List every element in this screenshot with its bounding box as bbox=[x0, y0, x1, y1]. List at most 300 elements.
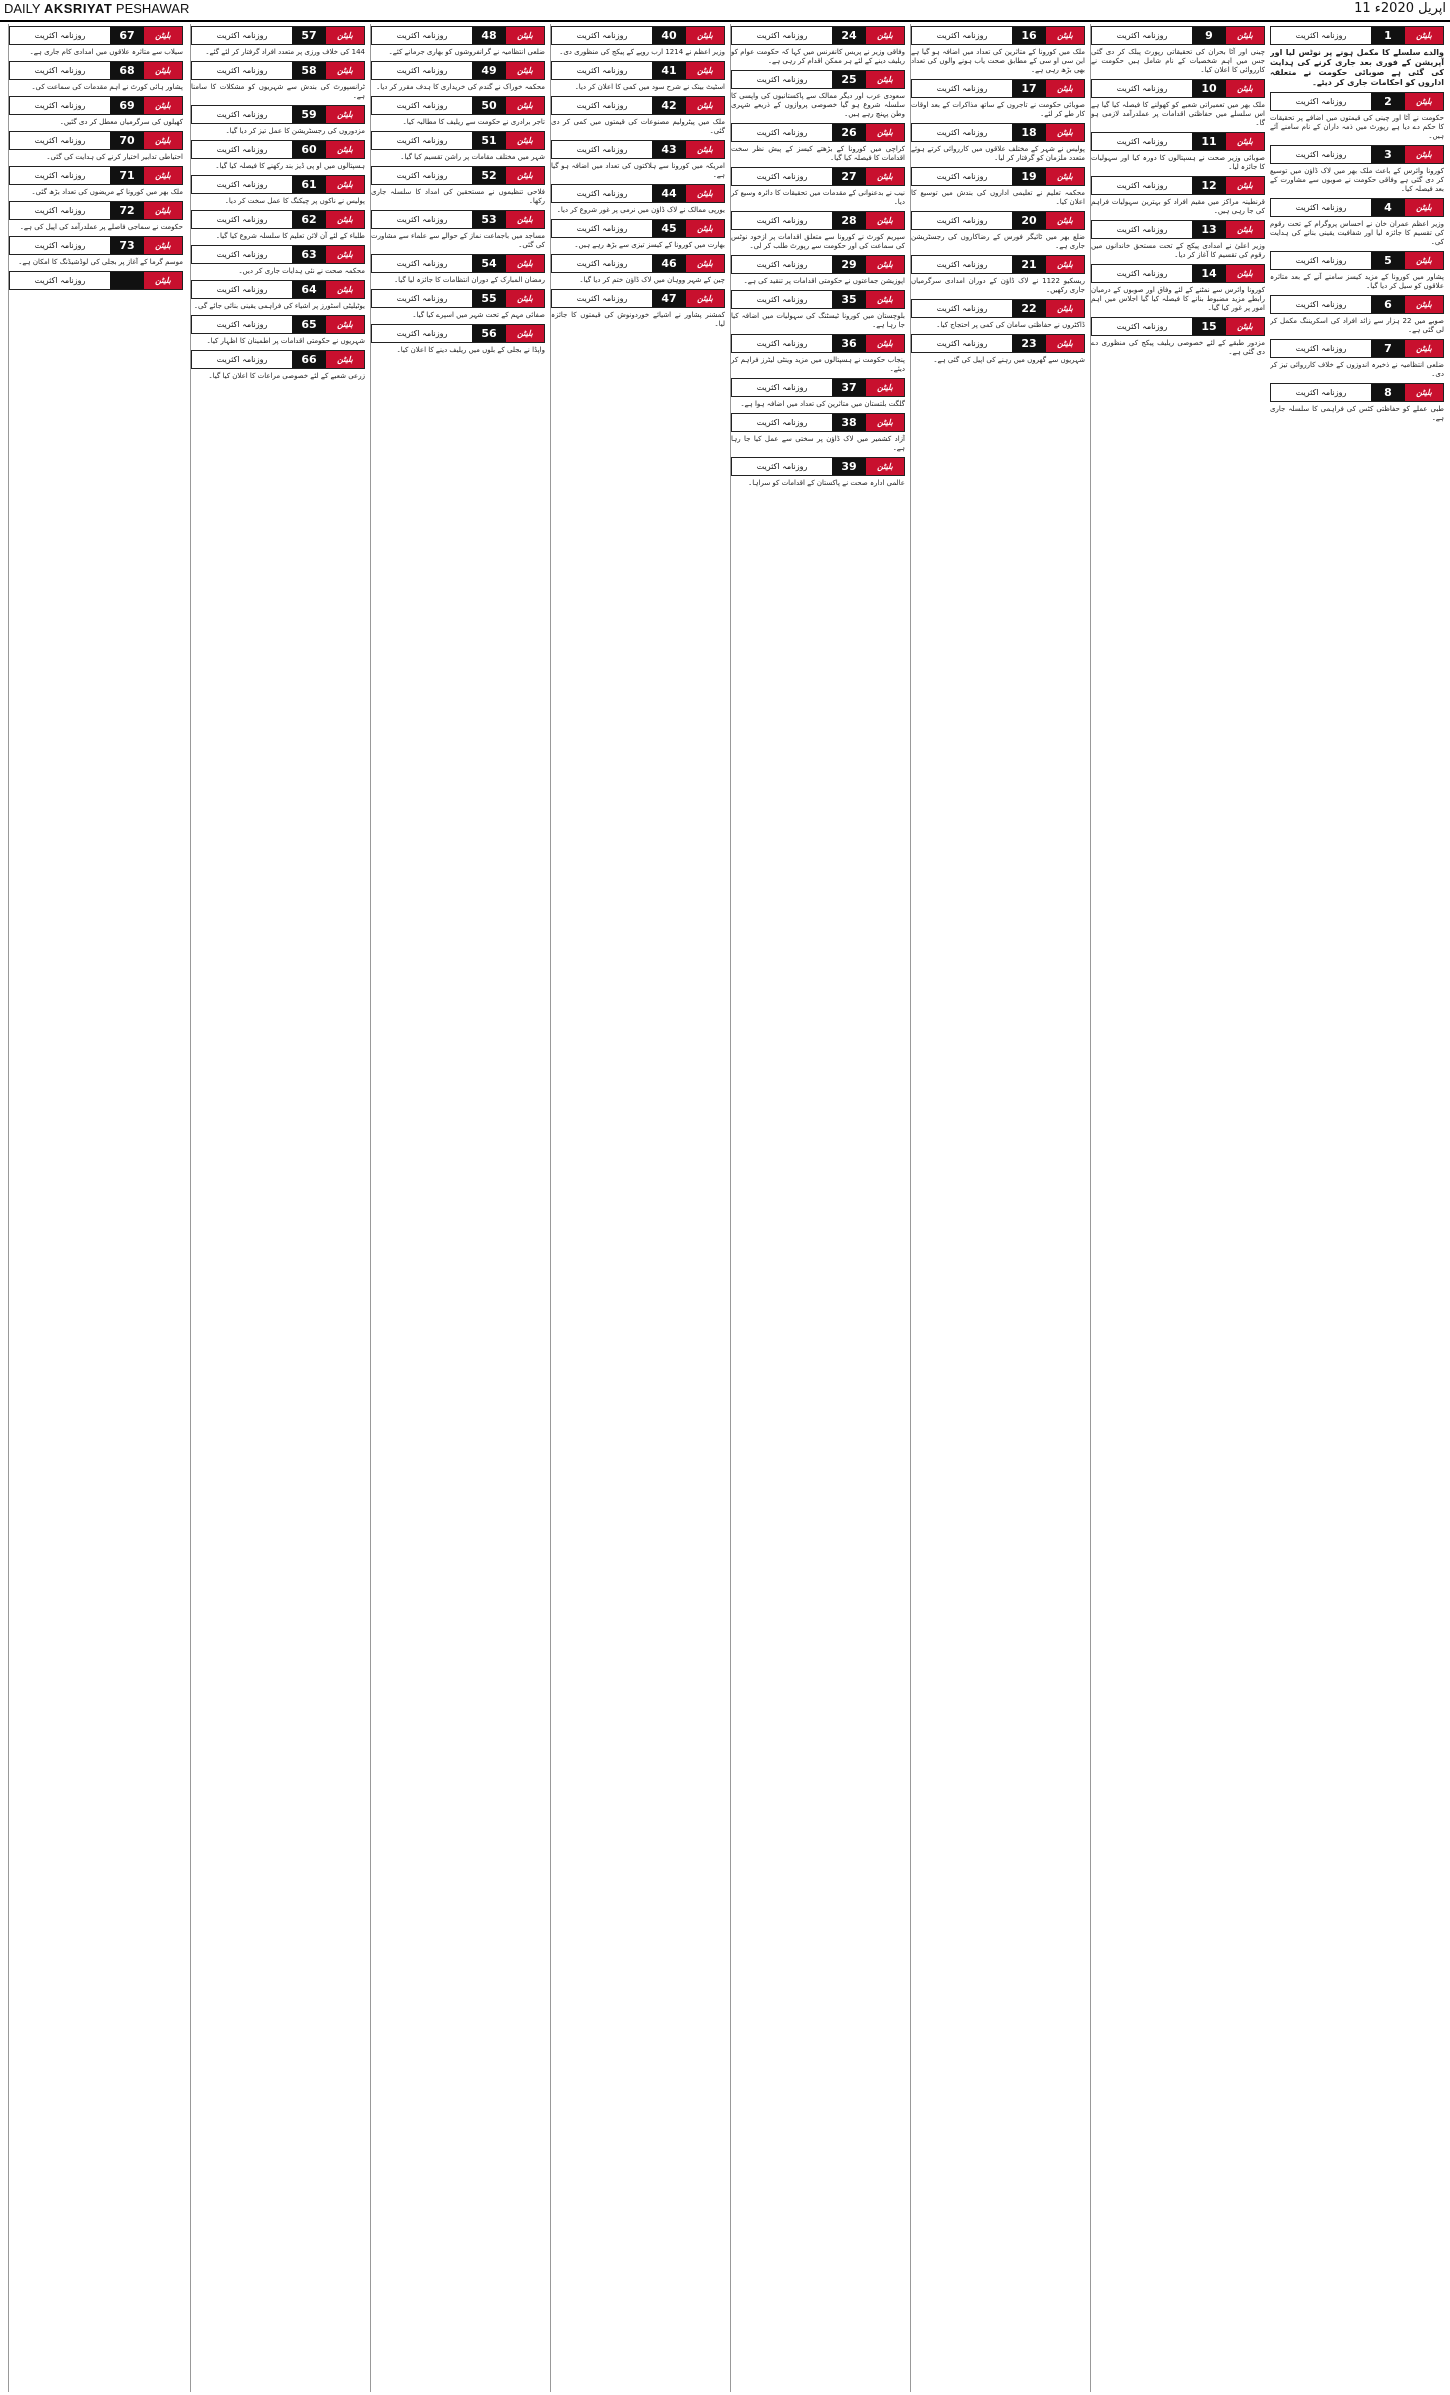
bulletin-item bbox=[191, 61, 365, 101]
badge-first: بلیٹن bbox=[1226, 177, 1264, 194]
badge-number: 8 bbox=[1371, 384, 1405, 401]
bulletin-text: ملک میں کورونا کے متاثرین کی تعداد میں اضافہ ہو گیا ہے این سی او سی کے مطابق صحت یاب ہونے والوں کی تعداد بھی بڑھ رہی ہے۔ bbox=[911, 48, 1085, 74]
badge-name: روزنامہ اکثریت bbox=[192, 246, 292, 263]
badge-name: روزنامہ اکثریت bbox=[192, 27, 292, 44]
bulletin-text: کورونا وائرس کے باعث ملک بھر میں لاک ڈاؤن میں توسیع کر دی گئی ہے وفاقی حکومت نے صوبوں سے مشاورت کے بعد فیصلہ کیا۔ bbox=[1270, 167, 1444, 193]
badge-first: بلیٹن bbox=[1405, 296, 1443, 313]
bulletin-badge bbox=[731, 123, 905, 142]
bulletin-badge bbox=[1270, 198, 1444, 217]
badge-name: روزنامہ اکثریت bbox=[732, 168, 832, 185]
bulletin-text: شہر میں مختلف مقامات پر راشن تقسیم کیا گیا۔ bbox=[400, 153, 545, 161]
badge-number: 12 bbox=[1192, 177, 1226, 194]
badge-first: بلیٹن bbox=[1226, 80, 1264, 97]
badge-number: 70 bbox=[110, 132, 144, 149]
bulletin-text: والدے سلسلے کا مکمل ہونے پر نوٹس لیا اور آپریشن کے فوری بعد جاری کرنے کی ہدایت کی گئی ہے صوبائی حکومت نے متعلقہ اداروں کو احکامات جاری کر دیئے۔ bbox=[1270, 48, 1444, 87]
badge-number: 56 bbox=[472, 325, 506, 342]
bulletin-badge bbox=[1091, 132, 1265, 151]
bulletin-badge bbox=[9, 96, 183, 115]
badge-first: بلیٹن bbox=[686, 255, 724, 272]
bulletin-item bbox=[911, 167, 1085, 207]
badge-number: 50 bbox=[472, 97, 506, 114]
bulletin-text: 144 کی خلاف ورزی پر متعدد افراد گرفتار کر لئے گئے۔ bbox=[205, 48, 365, 56]
badge-number: 13 bbox=[1192, 221, 1226, 238]
badge-name: روزنامہ اکثریت bbox=[1271, 27, 1371, 44]
bulletin-item bbox=[911, 255, 1085, 295]
bulletin-item bbox=[731, 211, 905, 251]
bulletin-badge bbox=[1091, 264, 1265, 283]
badge-name: روزنامہ اکثریت bbox=[10, 202, 110, 219]
badge-first: بلیٹن bbox=[144, 132, 182, 149]
bulletin-badge bbox=[191, 26, 365, 45]
bulletin-badge bbox=[9, 131, 183, 150]
badge-number: 5 bbox=[1371, 252, 1405, 269]
badge-number: 3 bbox=[1371, 146, 1405, 163]
badge-first: بلیٹن bbox=[506, 167, 544, 184]
bulletin-badge bbox=[911, 299, 1085, 318]
badge-number: 37 bbox=[832, 379, 866, 396]
bulletin-item bbox=[191, 280, 365, 311]
bulletin-text: بھارت میں کورونا کے کیسز تیزی سے بڑھ رہے ہیں۔ bbox=[574, 241, 725, 249]
badge-first: بلیٹن bbox=[866, 124, 904, 141]
bulletin-text: فلاحی تنظیموں نے مستحقین کی امداد کا سلسلہ جاری رکھا۔ bbox=[371, 188, 545, 205]
bulletin-text: مزدوروں کی رجسٹریشن کا عمل تیز کر دیا گیا۔ bbox=[225, 127, 365, 135]
badge-number: 23 bbox=[1012, 335, 1046, 352]
bulletin-item bbox=[731, 123, 905, 163]
badge-name: روزنامہ اکثریت bbox=[732, 291, 832, 308]
bulletin-text: وزیر اعظم نے 1214 ارب روپے کے پیکج کی منظوری دی۔ bbox=[559, 48, 725, 56]
bulletin-item bbox=[911, 26, 1085, 75]
bulletin-item bbox=[191, 140, 365, 171]
badge-number: 42 bbox=[652, 97, 686, 114]
badge-number: 51 bbox=[472, 132, 506, 149]
bulletin-badge bbox=[191, 210, 365, 229]
bulletin-item bbox=[731, 26, 905, 66]
bulletin-text: ضلعی انتظامیہ نے گرانفروشوں کو بھاری جرمانے کئے۔ bbox=[388, 48, 545, 56]
bulletin-item bbox=[371, 324, 545, 355]
badge-name: روزنامہ اکثریت bbox=[192, 141, 292, 158]
bulletin-text: مزدور طبقے کے لئے خصوصی ریلیف پیکج کی منظوری دے دی گئی ہے۔ bbox=[1091, 339, 1265, 356]
bulletin-text: اپوزیشن جماعتوں نے حکومتی اقدامات پر تنقید کی ہے۔ bbox=[743, 277, 905, 285]
badge-first: بلیٹن bbox=[1046, 27, 1084, 44]
bulletin-badge bbox=[551, 26, 725, 45]
bulletin-text: حکومت نے سماجی فاصلے پر عملدرآمد کی اپیل کی ہے۔ bbox=[19, 223, 183, 231]
badge-name: روزنامہ اکثریت bbox=[10, 97, 110, 114]
bulletin-text: کورونا وائرس سے نمٹنے کے لئے وفاق اور صوبوں کے درمیان رابطے مزید مضبوط بنانے کا فیصلہ کیا گیا اجلاس میں اہم امور پر غور کیا گیا۔ bbox=[1091, 286, 1265, 312]
badge-number: 25 bbox=[832, 71, 866, 88]
badge-name: روزنامہ اکثریت bbox=[1271, 199, 1371, 216]
badge-name: روزنامہ اکثریت bbox=[1092, 318, 1192, 335]
badge-number: 64 bbox=[292, 281, 326, 298]
badge-first: بلیٹن bbox=[144, 97, 182, 114]
badge-name: روزنامہ اکثریت bbox=[732, 71, 832, 88]
bulletin-text: شہریوں نے حکومتی اقدامات پر اطمینان کا اظہار کیا۔ bbox=[206, 337, 365, 345]
bulletin-item bbox=[1270, 383, 1444, 423]
badge-first: بلیٹن bbox=[144, 237, 182, 254]
bulletin-item bbox=[731, 255, 905, 286]
badge-name: روزنامہ اکثریت bbox=[372, 167, 472, 184]
bulletin-text: پشاور ہائی کورٹ نے اہم مقدمات کی سماعت کی۔ bbox=[31, 83, 183, 91]
bulletin-badge bbox=[1270, 251, 1444, 270]
badge-number: 24 bbox=[832, 27, 866, 44]
bulletin-item bbox=[1091, 132, 1265, 172]
badge-first: بلیٹن bbox=[686, 141, 724, 158]
bulletin-badge bbox=[731, 26, 905, 45]
badge-first: بلیٹن bbox=[326, 316, 364, 333]
bulletin-text: سعودی عرب اور دیگر ممالک سے پاکستانیوں کی واپسی کا سلسلہ شروع ہو گیا خصوصی پروازوں کے ذریعے شہری وطن پہنچ رہے ہیں۔ bbox=[731, 92, 905, 118]
bulletin-badge bbox=[9, 271, 183, 290]
bulletin-text: واپڈا نے بجلی کے بلوں میں ریلیف دینے کا اعلان کیا۔ bbox=[396, 346, 545, 354]
bulletin-text: سیلاب سے متاثرہ علاقوں میں امدادی کام جاری ہے۔ bbox=[29, 48, 183, 56]
bulletin-badge bbox=[731, 290, 905, 309]
bulletin-badge bbox=[1270, 383, 1444, 402]
bulletin-badge bbox=[551, 254, 725, 273]
badge-name: روزنامہ اکثریت bbox=[552, 141, 652, 158]
badge-number: 60 bbox=[292, 141, 326, 158]
badge-number: 53 bbox=[472, 211, 506, 228]
badge-first: بلیٹن bbox=[686, 97, 724, 114]
bulletin-badge bbox=[911, 123, 1085, 142]
paper-name: AKSRIYAT bbox=[43, 1, 113, 16]
badge-number: 54 bbox=[472, 255, 506, 272]
badge-name: روزنامہ اکثریت bbox=[10, 237, 110, 254]
badge-number: 72 bbox=[110, 202, 144, 219]
badge-first: بلیٹن bbox=[1226, 27, 1264, 44]
bulletin-item bbox=[1091, 176, 1265, 216]
bulletin-badge bbox=[731, 255, 905, 274]
badge-number: 63 bbox=[292, 246, 326, 263]
bulletin-item bbox=[191, 315, 365, 346]
badge-number: 68 bbox=[110, 62, 144, 79]
column-6 bbox=[370, 24, 545, 2392]
bulletin-item bbox=[911, 123, 1085, 163]
bulletin-badge bbox=[371, 210, 545, 229]
bulletin-item bbox=[551, 184, 725, 215]
bulletin-badge bbox=[191, 245, 365, 264]
badge-name: روزنامہ اکثریت bbox=[1092, 265, 1192, 282]
badge-number: 15 bbox=[1192, 318, 1226, 335]
badge-number: 6 bbox=[1371, 296, 1405, 313]
bulletin-text: شہریوں سے گھروں میں رہنے کی اپیل کی گئی ہے۔ bbox=[933, 356, 1085, 364]
bulletin-text: رمضان المبارک کے دوران انتظامات کا جائزہ لیا گیا۔ bbox=[394, 276, 545, 284]
badge-first: بلیٹن bbox=[1226, 221, 1264, 238]
bulletin-badge bbox=[371, 166, 545, 185]
bulletin-item bbox=[191, 175, 365, 206]
badge-name: روزنامہ اکثریت bbox=[552, 220, 652, 237]
badge-number: 41 bbox=[652, 62, 686, 79]
badge-number: 55 bbox=[472, 290, 506, 307]
bulletin-item bbox=[731, 290, 905, 330]
bulletin-badge bbox=[911, 334, 1085, 353]
bulletin-item bbox=[9, 166, 183, 197]
badge-number: 69 bbox=[110, 97, 144, 114]
bulletin-item bbox=[371, 254, 545, 285]
badge-first: بلیٹن bbox=[326, 106, 364, 123]
badge-first: بلیٹن bbox=[686, 27, 724, 44]
bulletin-item bbox=[1270, 251, 1444, 291]
badge-first: بلیٹن bbox=[1405, 252, 1443, 269]
bulletin-badge bbox=[9, 61, 183, 80]
badge-number: 71 bbox=[110, 167, 144, 184]
badge-number: 17 bbox=[1012, 80, 1046, 97]
badge-first: بلیٹن bbox=[144, 202, 182, 219]
bulletin-badge bbox=[1270, 295, 1444, 314]
badge-first: بلیٹن bbox=[144, 272, 182, 289]
badge-first: بلیٹن bbox=[326, 141, 364, 158]
bulletin-item bbox=[191, 210, 365, 241]
bulletin-badge bbox=[731, 378, 905, 397]
bulletin-badge bbox=[191, 105, 365, 124]
badge-first: بلیٹن bbox=[506, 27, 544, 44]
badge-name: روزنامہ اکثریت bbox=[372, 325, 472, 342]
badge-name: روزنامہ اکثریت bbox=[1092, 177, 1192, 194]
badge-number: 65 bbox=[292, 316, 326, 333]
bulletin-item bbox=[191, 105, 365, 136]
bulletin-badge bbox=[1270, 339, 1444, 358]
bulletin-badge bbox=[1091, 79, 1265, 98]
badge-name: روزنامہ اکثریت bbox=[1271, 340, 1371, 357]
bulletin-badge bbox=[191, 140, 365, 159]
badge-first: بلیٹن bbox=[506, 62, 544, 79]
paper-prefix: DAILY bbox=[4, 1, 44, 16]
badge-name: روزنامہ اکثریت bbox=[912, 256, 1012, 273]
bulletin-text: طلباء کے لئے آن لائن تعلیم کا سلسلہ شروع کیا گیا۔ bbox=[215, 232, 365, 240]
bulletin-badge bbox=[551, 96, 725, 115]
bulletin-item bbox=[911, 299, 1085, 330]
badge-first: بلیٹن bbox=[866, 458, 904, 475]
bulletin-text: محکمہ خوراک نے گندم کی خریداری کا ہدف مقرر کر دیا۔ bbox=[376, 83, 545, 91]
bulletin-badge bbox=[731, 167, 905, 186]
bulletin-badge bbox=[551, 61, 725, 80]
bulletin-text: محکمہ تعلیم نے تعلیمی اداروں کی بندش میں توسیع کا اعلان کیا۔ bbox=[911, 189, 1085, 206]
bulletin-item bbox=[191, 26, 365, 57]
bulletin-item bbox=[731, 334, 905, 374]
badge-name: روزنامہ اکثریت bbox=[732, 335, 832, 352]
badge-name: روزنامہ اکثریت bbox=[1271, 146, 1371, 163]
bulletin-item bbox=[551, 140, 725, 180]
bulletin-text: کھیلوں کی سرگرمیاں معطل کر دی گئیں۔ bbox=[59, 118, 183, 126]
bulletin-text: پشاور میں کورونا کے مزید کیسز سامنے آنے کے بعد متاثرہ علاقوں کو سیل کر دیا گیا۔ bbox=[1270, 273, 1444, 290]
badge-name: روزنامہ اکثریت bbox=[1271, 296, 1371, 313]
bulletin-item bbox=[731, 457, 905, 488]
column-5 bbox=[550, 24, 725, 2392]
bulletin-text: بلوچستان میں کورونا ٹیسٹنگ کی سہولیات میں اضافہ کیا جا رہا ہے۔ bbox=[731, 312, 905, 329]
badge-first: بلیٹن bbox=[506, 132, 544, 149]
bulletin-badge bbox=[731, 413, 905, 432]
bulletin-badge bbox=[731, 457, 905, 476]
bulletin-badge bbox=[371, 26, 545, 45]
bulletin-text: زرعی شعبے کے لئے خصوصی مراعات کا اعلان کیا گیا۔ bbox=[208, 372, 365, 380]
badge-first: بلیٹن bbox=[686, 220, 724, 237]
badge-first: بلیٹن bbox=[866, 27, 904, 44]
bulletin-item bbox=[371, 96, 545, 127]
paper-city: PESHAWAR bbox=[112, 1, 190, 16]
badge-first: بلیٹن bbox=[1046, 80, 1084, 97]
bulletin-text: صوبائی حکومت نے تاجروں کے ساتھ مذاکرات کے بعد اوقات کار طے کر لئے۔ bbox=[911, 101, 1085, 118]
bulletin-badge bbox=[731, 211, 905, 230]
badge-number: 49 bbox=[472, 62, 506, 79]
bulletin-badge bbox=[731, 334, 905, 353]
badge-name: روزنامہ اکثریت bbox=[732, 379, 832, 396]
badge-number: 38 bbox=[832, 414, 866, 431]
bulletin-text: تاجر برادری نے حکومت سے ریلیف کا مطالبہ کیا۔ bbox=[402, 118, 545, 126]
badge-name: روزنامہ اکثریت bbox=[912, 335, 1012, 352]
bulletin-text: مساجد میں باجماعت نماز کے حوالے سے علماء سے مشاورت کی گئی۔ bbox=[371, 232, 545, 249]
bulletin-text: صوبے میں 22 ہزار سے زائد افراد کی اسکریننگ مکمل کر لی گئی ہے۔ bbox=[1270, 317, 1444, 334]
bulletin-item bbox=[371, 61, 545, 92]
badge-number: 29 bbox=[832, 256, 866, 273]
bulletin-item bbox=[551, 219, 725, 250]
badge-number: 10 bbox=[1192, 80, 1226, 97]
bulletin-badge bbox=[371, 324, 545, 343]
bulletin-item bbox=[191, 245, 365, 276]
bulletin-item bbox=[911, 211, 1085, 251]
badge-name: روزنامہ اکثریت bbox=[372, 97, 472, 114]
badge-name: روزنامہ اکثریت bbox=[912, 300, 1012, 317]
badge-number: 16 bbox=[1012, 27, 1046, 44]
bulletin-text: نیب نے بدعنوانی کے مقدمات میں تحقیقات کا دائرہ وسیع کر دیا۔ bbox=[731, 189, 905, 206]
badge-name: روزنامہ اکثریت bbox=[1271, 384, 1371, 401]
badge-name: روزنامہ اکثریت bbox=[192, 106, 292, 123]
bulletin-text: صوبائی وزیر صحت نے ہسپتالوں کا دورہ کیا اور سہولیات کا جائزہ لیا۔ bbox=[1091, 154, 1265, 171]
bulletin-text: عالمی ادارہ صحت نے پاکستان کے اقدامات کو سراہا۔ bbox=[748, 479, 905, 487]
badge-name: روزنامہ اکثریت bbox=[192, 281, 292, 298]
badge-name: روزنامہ اکثریت bbox=[192, 62, 292, 79]
badge-first: بلیٹن bbox=[1405, 384, 1443, 401]
bulletin-item bbox=[9, 271, 183, 290]
bulletin-item bbox=[551, 254, 725, 285]
bulletin-item bbox=[9, 96, 183, 127]
badge-first: بلیٹن bbox=[326, 246, 364, 263]
bulletin-badge bbox=[371, 289, 545, 308]
badge-name: روزنامہ اکثریت bbox=[552, 185, 652, 202]
column-3 bbox=[910, 24, 1085, 2392]
bulletin-item bbox=[1091, 264, 1265, 313]
bulletin-item bbox=[1270, 198, 1444, 247]
badge-first: بلیٹن bbox=[1405, 340, 1443, 357]
badge-name: روزنامہ اکثریت bbox=[1092, 27, 1192, 44]
bulletin-item bbox=[9, 201, 183, 232]
badge-first: بلیٹن bbox=[506, 325, 544, 342]
bulletin-text: موسم گرما کے آغاز پر بجلی کی لوڈشیڈنگ کا امکان ہے۔ bbox=[18, 258, 183, 266]
badge-name: روزنامہ اکثریت bbox=[1271, 93, 1371, 110]
bulletin-text: پولیس نے ناکوں پر چیکنگ کا عمل سخت کر دیا۔ bbox=[224, 197, 365, 205]
bulletin-item bbox=[1091, 79, 1265, 128]
bulletin-text: یورپی ممالک نے لاک ڈاؤن میں نرمی پر غور شروع کر دیا۔ bbox=[556, 206, 725, 214]
badge-first: بلیٹن bbox=[866, 212, 904, 229]
badge-name: روزنامہ اکثریت bbox=[1271, 252, 1371, 269]
badge-number: 2 bbox=[1371, 93, 1405, 110]
badge-first: بلیٹن bbox=[1046, 124, 1084, 141]
badge-first: بلیٹن bbox=[866, 335, 904, 352]
badge-number: 62 bbox=[292, 211, 326, 228]
bulletin-text: ضلع بھر میں ٹائیگر فورس کے رضاکاروں کی رجسٹریشن جاری ہے۔ bbox=[911, 233, 1085, 250]
badge-number: 35 bbox=[832, 291, 866, 308]
badge-name: روزنامہ اکثریت bbox=[372, 27, 472, 44]
badge-name: روزنامہ اکثریت bbox=[732, 458, 832, 475]
bulletin-badge bbox=[1091, 317, 1265, 336]
bulletin-badge bbox=[9, 166, 183, 185]
badge-name: روزنامہ اکثریت bbox=[552, 27, 652, 44]
bulletin-item bbox=[371, 289, 545, 320]
bulletin-text: سپریم کورٹ نے کورونا سے متعلق اقدامات پر ازخود نوٹس کی سماعت کی اور حکومت سے رپورٹ طلب کر لی۔ bbox=[731, 233, 905, 250]
bulletin-badge bbox=[551, 140, 725, 159]
badge-name: روزنامہ اکثریت bbox=[552, 62, 652, 79]
badge-name: روزنامہ اکثریت bbox=[732, 124, 832, 141]
bulletin-badge bbox=[371, 61, 545, 80]
badge-first: بلیٹن bbox=[1226, 265, 1264, 282]
badge-first: بلیٹن bbox=[1226, 318, 1264, 335]
bulletin-text: ریسکیو 1122 نے لاک ڈاؤن کے دوران امدادی سرگرمیاں جاری رکھیں۔ bbox=[911, 277, 1085, 294]
bulletin-text: آزاد کشمیر میں لاک ڈاؤن پر سختی سے عمل کیا جا رہا ہے۔ bbox=[731, 435, 905, 452]
bulletin-badge bbox=[191, 61, 365, 80]
badge-number: 14 bbox=[1192, 265, 1226, 282]
badge-name: روزنامہ اکثریت bbox=[372, 290, 472, 307]
badge-first: بلیٹن bbox=[326, 62, 364, 79]
badge-first: بلیٹن bbox=[686, 185, 724, 202]
bulletin-item bbox=[911, 334, 1085, 365]
badge-first: بلیٹن bbox=[1046, 256, 1084, 273]
bulletin-text: احتیاطی تدابیر اختیار کرنے کی ہدایت کی گئی۔ bbox=[46, 153, 183, 161]
badge-first: بلیٹن bbox=[1405, 93, 1443, 110]
bulletin-text: وزیر اعلیٰ نے امدادی پیکج کے تحت مستحق خاندانوں میں رقوم کی تقسیم کا آغاز کر دیا۔ bbox=[1091, 242, 1265, 259]
badge-number: 28 bbox=[832, 212, 866, 229]
badge-first: بلیٹن bbox=[506, 211, 544, 228]
badge-number: 44 bbox=[652, 185, 686, 202]
bulletin-text: ضلعی انتظامیہ نے ذخیرہ اندوزوں کے خلاف کارروائی تیز کر دی۔ bbox=[1270, 361, 1444, 378]
badge-number: 66 bbox=[292, 351, 326, 368]
badge-number: 57 bbox=[292, 27, 326, 44]
badge-name: روزنامہ اکثریت bbox=[732, 27, 832, 44]
bulletin-item bbox=[731, 70, 905, 119]
badge-name: روزنامہ اکثریت bbox=[912, 80, 1012, 97]
badge-name: روزنامہ اکثریت bbox=[372, 211, 472, 228]
bulletin-item bbox=[731, 167, 905, 207]
badge-name: روزنامہ اکثریت bbox=[732, 414, 832, 431]
bulletin-text: کراچی میں کورونا کے بڑھتے کیسز کے پیش نظر سخت اقدامات کا فیصلہ کیا گیا۔ bbox=[731, 145, 905, 162]
badge-name: روزنامہ اکثریت bbox=[192, 176, 292, 193]
badge-first: بلیٹن bbox=[506, 97, 544, 114]
bulletin-badge bbox=[1270, 92, 1444, 111]
badge-number: 26 bbox=[832, 124, 866, 141]
badge-number: 19 bbox=[1012, 168, 1046, 185]
bulletin-badge bbox=[911, 26, 1085, 45]
column-7 bbox=[190, 24, 365, 2392]
bulletin-item bbox=[731, 378, 905, 409]
badge-first: بلیٹن bbox=[866, 291, 904, 308]
bulletin-badge bbox=[1270, 145, 1444, 164]
badge-name: روزنامہ اکثریت bbox=[732, 212, 832, 229]
bulletin-text: وفاقی وزیر نے پریس کانفرنس میں کہا کہ حکومت عوام کو ریلیف دینے کے لئے ہر ممکن اقدام کر رہی ہے۔ bbox=[731, 48, 905, 65]
bulletin-item bbox=[1091, 317, 1265, 357]
badge-first: بلیٹن bbox=[1405, 199, 1443, 216]
badge-name: روزنامہ اکثریت bbox=[10, 27, 110, 44]
bulletin-badge bbox=[911, 211, 1085, 230]
badge-first: بلیٹن bbox=[326, 281, 364, 298]
issue-date: 11 اپریل 2020ء bbox=[1354, 1, 1446, 16]
bulletin-badge bbox=[9, 201, 183, 220]
bulletin-text: ملک بھر میں تعمیراتی شعبے کو کھولنے کا فیصلہ کیا گیا ہے اس سلسلے میں حفاظتی اقدامات پر عملدرآمد لازمی ہو گا۔ bbox=[1091, 101, 1265, 127]
badge-number: 11 bbox=[1192, 133, 1226, 150]
badge-name: روزنامہ اکثریت bbox=[372, 62, 472, 79]
bulletin-item bbox=[371, 166, 545, 206]
bulletin-badge bbox=[911, 79, 1085, 98]
badge-name: روزنامہ اکثریت bbox=[552, 97, 652, 114]
bulletin-text: وزیر اعظم عمران خان نے احساس پروگرام کے تحت رقوم کی تقسیم کا جائزہ لیا اور شفافیت یقینی بنانے کی ہدایت کی۔ bbox=[1270, 220, 1444, 246]
badge-number: 27 bbox=[832, 168, 866, 185]
badge-name: روزنامہ اکثریت bbox=[372, 255, 472, 272]
bulletin-badge bbox=[371, 254, 545, 273]
badge-first: بلیٹن bbox=[1226, 133, 1264, 150]
